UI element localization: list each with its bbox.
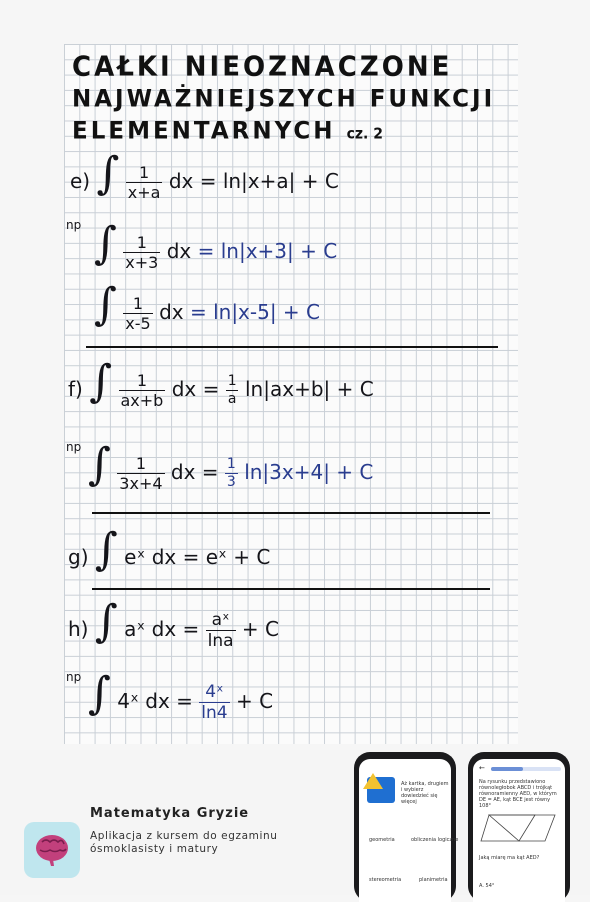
title-line-1: CAŁKI NIEOZNACZONE — [72, 51, 453, 83]
phone1-item: planimetria — [419, 877, 448, 883]
example-h-1: ∫ 4ˣ dx = $\frac{\text{4ˣ}}{\ln 4}$ + C — [88, 668, 274, 723]
example-e-1: ∫ $\frac{1}{x+3}$ dx = ln|x+3| + C — [94, 218, 338, 272]
brand-subtitle: Aplikacja z kursem do egzaminu ósmoklasisty i matury — [90, 830, 278, 855]
formula-h: h) ∫ aˣ dx = $\frac{\text{aˣ}}{\ln a}$ + C — [68, 596, 280, 651]
formula-g: g) ∫ eˣ dx = eˣ + C — [68, 524, 271, 575]
example-e-2: ∫ $\frac{1}{x-5}$ dx = ln|x-5| + C — [94, 279, 321, 333]
phone2-question: Jaką miarę ma kąt AED? — [479, 855, 540, 861]
example-f-1: ∫ $\frac{1}{3x+4}$ dx = $\frac{1}{3}$ ln|3x+4| + C — [88, 439, 374, 493]
brain-icon — [32, 832, 72, 868]
np-label-h: np — [66, 670, 82, 684]
formula-e — [70, 148, 339, 202]
brand-name: Matematyka Gryzie — [90, 806, 250, 821]
back-arrow-icon: ← — [479, 764, 485, 772]
title-line-3: ELEMENTARNYCH cz. 2 — [72, 117, 383, 145]
divider — [92, 588, 490, 590]
brain-logo — [24, 822, 80, 878]
phone-mockup-1 — [354, 752, 459, 902]
parallelogram-diagram — [479, 813, 559, 843]
divider — [86, 346, 498, 348]
phone1-item: stereometria — [369, 877, 402, 883]
fraction: $\frac{1}{x+a}$ — [127, 162, 161, 202]
divider — [92, 512, 490, 514]
formula-rhs: dx = ln|x+a| + C — [168, 169, 339, 193]
phone-mockup-2 — [468, 752, 570, 902]
phone2-answer[interactable]: A. 54° — [479, 883, 495, 889]
phone2-question-text: Na rysunku przedstawiono równoległobok ABCD i trójkąt równoramienny AED, w którym DE = AE, kąt BCE jest równy 108° — [479, 779, 557, 809]
phone1-item: obliczenia logiczne — [411, 837, 459, 843]
phone1-text: Aż kartka, drugiem i wybierz dowiedzieć się więcej — [401, 781, 449, 805]
phone1-item: geometria — [369, 837, 395, 843]
np-label-f: np — [66, 440, 82, 454]
progress-bar — [491, 767, 561, 771]
np-label-e: np — [66, 218, 82, 232]
ruler-icon — [363, 773, 383, 789]
formula-f: f) ∫ $\frac{1}{ax+b}$ dx = $\frac{1}{a}$ ln|ax+b| + C — [68, 356, 374, 410]
part-label: cz. 2 — [346, 125, 383, 143]
integral-sign: ∫ — [96, 148, 120, 199]
label-e: e) — [70, 169, 91, 193]
title-line-2: NAJWAŻNIEJSZYCH FUNKCJI — [72, 85, 496, 113]
